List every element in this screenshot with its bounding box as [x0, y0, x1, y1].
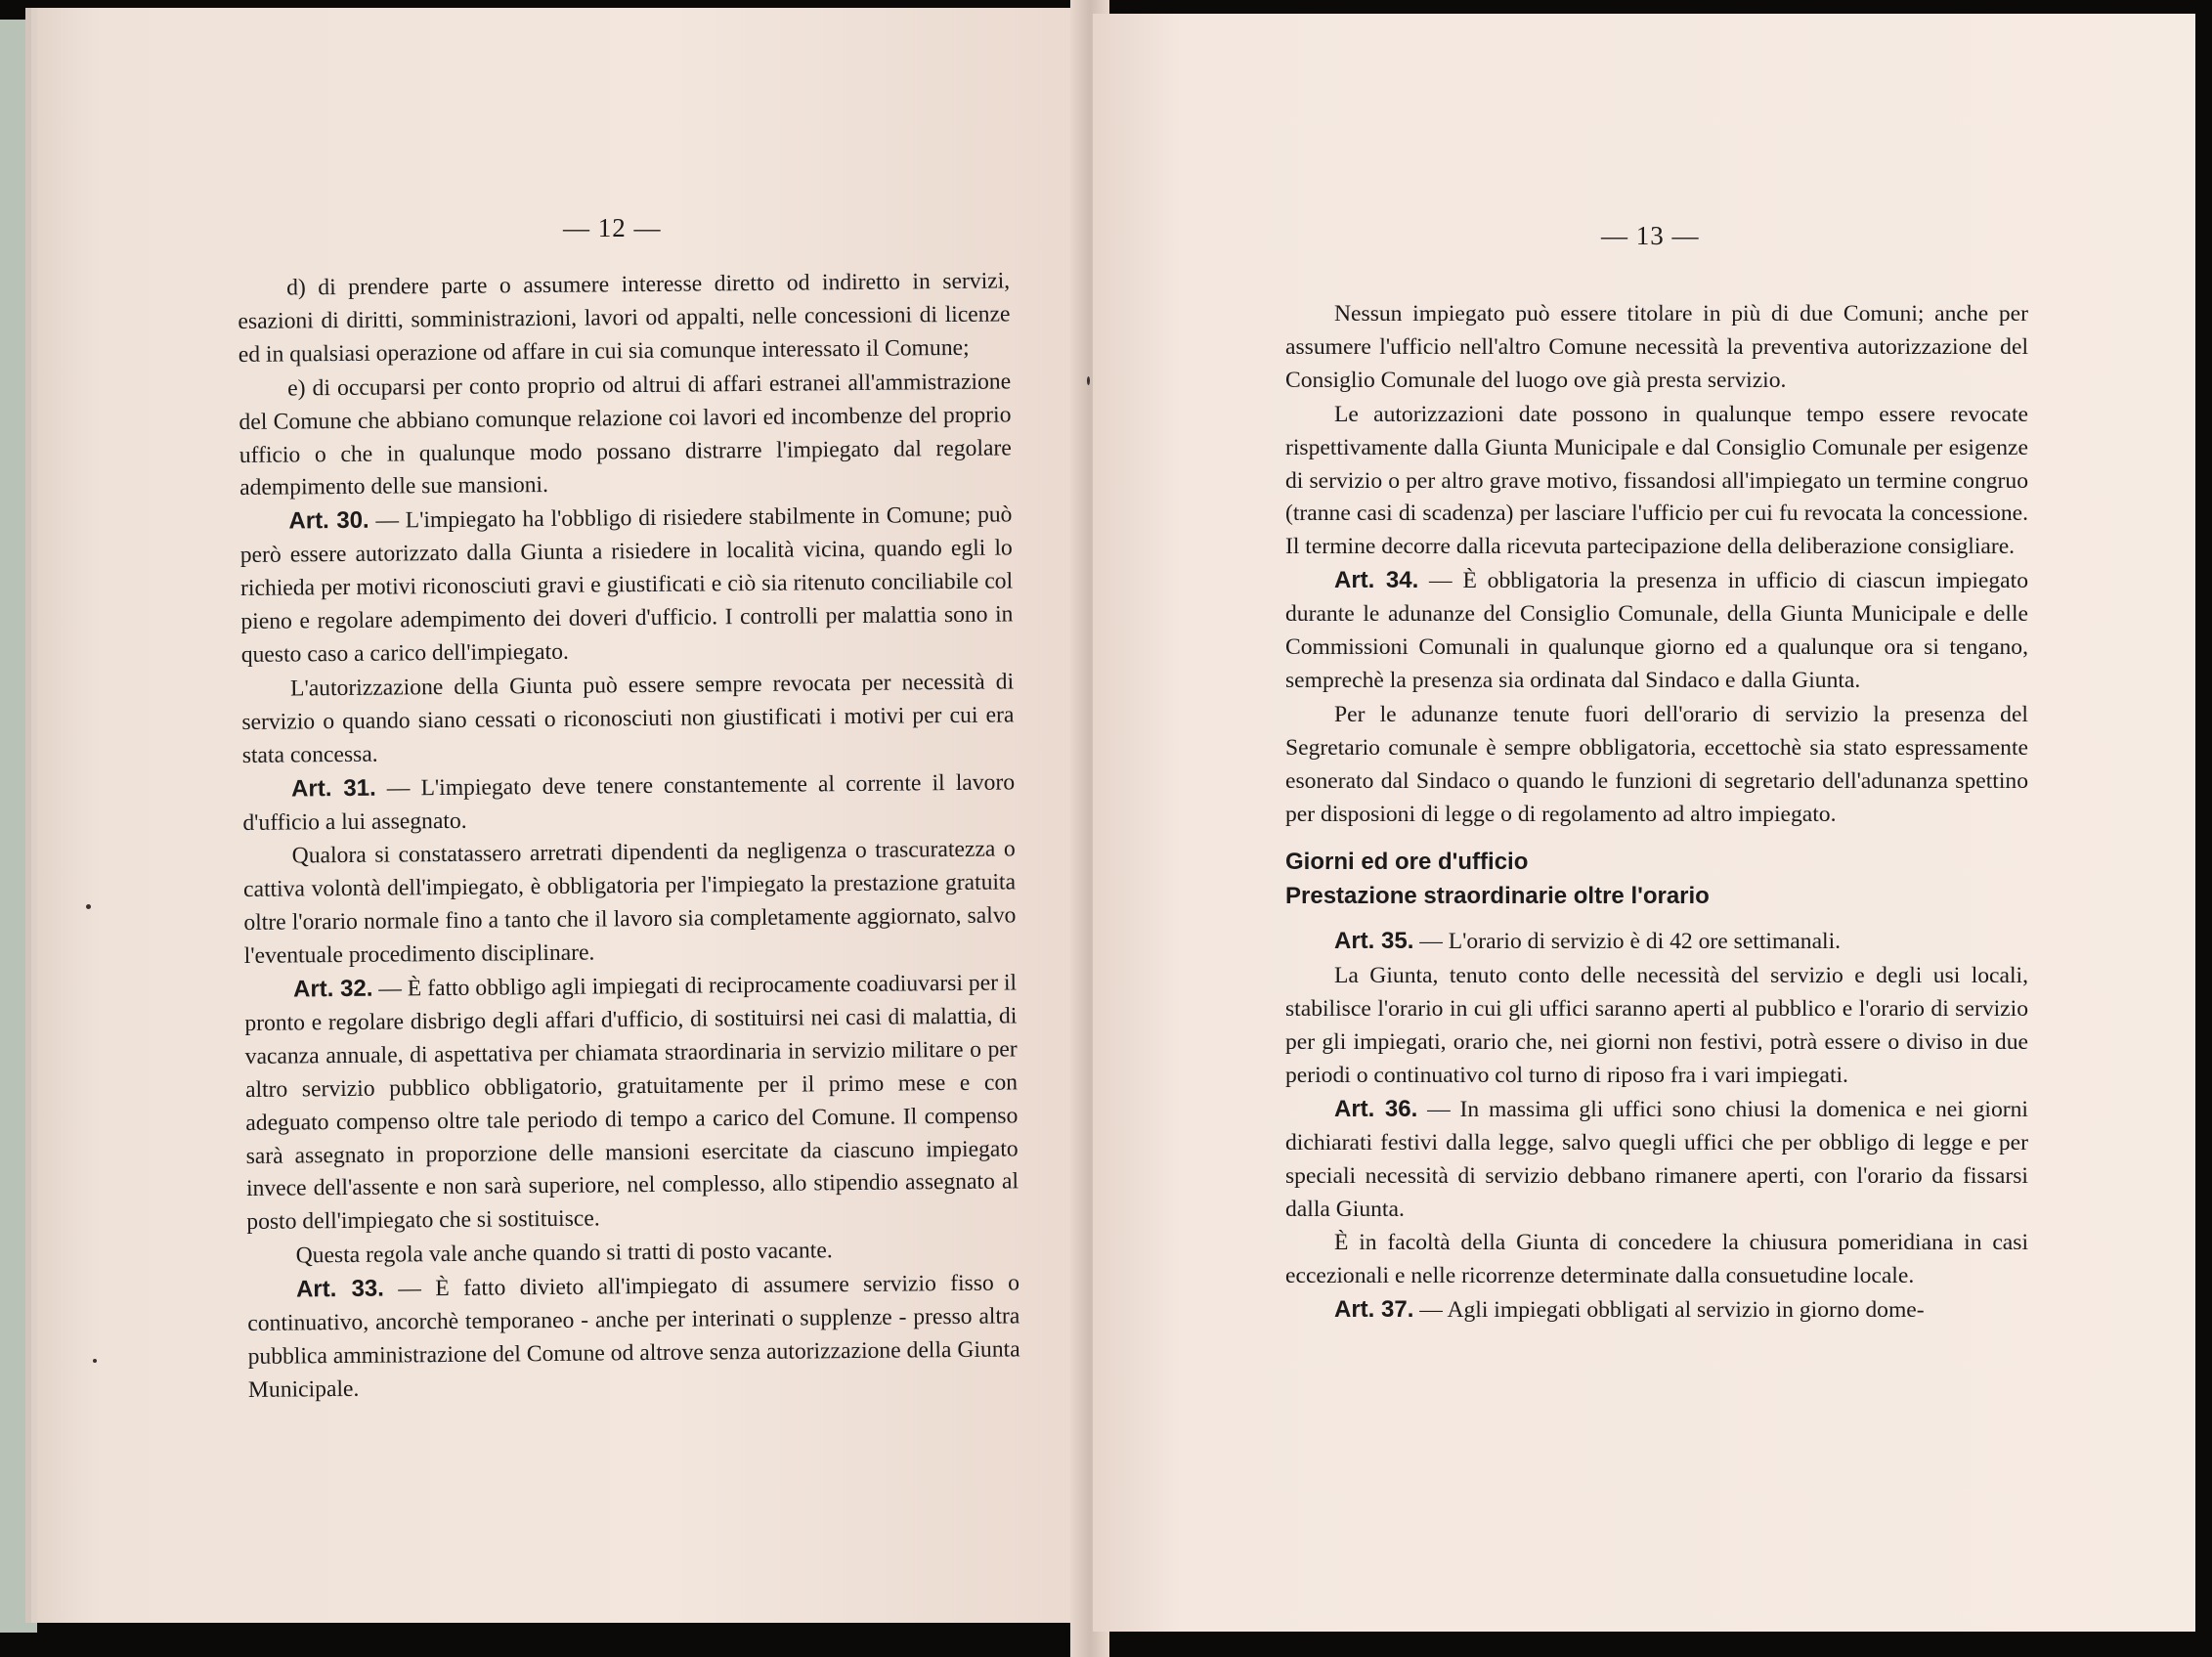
page-number: — 13 — [1601, 221, 1700, 250]
paragraph: Le autorizzazioni date possono in qualunque tempo essere revocate rispettivamente dalla Giunta Municipale e dal Consiglio Comunale per esigenze di servizio o per altro grave motivo, fissandosi all'impiegato un termine congruo (tranne casi di scadenza) per lasciare l'ufficio per cui fu revocata la concessione. Il termine decorre dalla ricevuta partecipazione della deliberazione consigliare. [1285, 401, 2028, 560]
paper-speck [1087, 376, 1090, 385]
right-text-column [1285, 297, 2028, 1328]
article-37: Art. 37. — Agli impiegati obbligati al servizio in giorno dome- [1334, 1296, 1925, 1324]
article-32: Art. 32. — È fatto obbligo agli impiegati di reciprocamente coadiuvarsi per il pronto e regolare disbrigo degli affari d'ufficio, di sostituirsi nei casi di malattia, di vacanza annuale, di aspettativa per chiamata straordinaria in servizio militare o per altro servizio pubblico obbligatorio, gratuitamente per il primo mese e con adeguato compenso oltre tale periodo di tempo a carico del Comune. Il compenso sarà assegnato in proporzione delle mansioni esercitate da ciascuno impiegato invece dell'assente e non sarà superiore, nel complesso, allo stipendio assegnato al posto dell'impiegato che si sostituisce. [244, 970, 1019, 1236]
right-page [1093, 14, 2195, 1632]
paragraph: La Giunta, tenuto conto delle necessità del servizio e degli usi locali, stabilisce l'orario in cui gli uffici saranno aperti al pubblico e l'orario di servizio per gli impiegati, orario che, nei giorni non festivi, potrà essere o diviso in due periodi o continuativo col turno di riposo fra i vari impiegati. [1285, 963, 2028, 1088]
paragraph: Qualora si constatassero arretrati dipendenti da negligenza o trascuratezza o cattiva volontà dell'impiegato, è obbligatoria per l'impiegato la prestazione gratuita oltre l'orario normale fino a tanto che il lavoro sia completamente aggiornato, salvo l'eventuale procedimento disciplinare. [242, 836, 1017, 970]
article-label: Art. 35. [1334, 928, 1414, 955]
article-36: Art. 36. — In massima gli uffici sono chiusi la domenica e nei giorni dichiarati festivi dalla legge, salvo quegli uffici che per obbligo di legge e per speciali necessità di servizio debbano rimanere aperti, con l'orario da fissarsi dalla Giunta. [1285, 1095, 2028, 1222]
left-page [37, 8, 1093, 1623]
article-label: Art. 32. [292, 975, 373, 1003]
article-35: Art. 35. — L'orario di servizio è di 42 ore settimanali. [1334, 928, 1842, 955]
paragraph: L'autorizzazione della Giunta può essere sempre revocata per necessità di servizio o quando siano cessati o riconosciuti non giustificati i motivi per cui era stata concessa. [241, 669, 1015, 768]
paragraph: Per le adunanze tenute fuori dell'orario di servizio la presenza del Segretario comunale è sempre obbligatoria, eccettochè sia stato espressamente esonerato dal Sindaco o quando le funzioni di segretario dell'adunanza spettino per disposioni di legge o di regolamento ad altro impiegato. [1285, 701, 2028, 827]
article-label: Art. 31. [290, 774, 376, 803]
paper-speck [86, 904, 91, 909]
article-label: Art. 34. [1334, 567, 1419, 594]
article-34: Art. 34. — È obbligatoria la presenza in ufficio di ciascun impiegato durante le adunanze del Consiglio Comunale, della Giunta Municipale e delle Commissioni Comunali in qualunque giorno ed a qualunque ora si tengano, semprechè la presenza sia ordinata dal Sindaco e dalla Giunta. [1285, 567, 2028, 693]
section-subheading: Prestazione straordinarie oltre l'orario [1285, 883, 1710, 910]
book-edge [0, 20, 37, 1633]
section-heading: Giorni ed ore d'ufficio [1285, 848, 1529, 875]
article-label: Art. 37. [1334, 1296, 1414, 1324]
article-30: Art. 30. — L'impiegato ha l'obbligo di risiedere stabilmente in Comune; può però essere autorizzato dalla Giunta a risiedere in località vicina, quando egli lo richieda per motivi riconosciuti gravi e giustificati e ciò sia ritenuto conciliabile col pieno e regolare adempimento dei doveri d'ufficio. I controlli per malattia sono in questo caso a carico dell'impiegato. [239, 501, 1014, 668]
article-33: Art. 33. — È fatto divieto all'impiegato di assumere servizio fisso o continuativo, ancorchè temporaneo - anche per interinati o supplenze - presso altra pubblica amministrazione del Comune od altrove senza autorizzazione della Giunta Municipale. [247, 1270, 1020, 1403]
left-text-column [238, 264, 1020, 1407]
article-label: Art. 30. [288, 507, 369, 535]
article-label: Art. 36. [1334, 1095, 1418, 1122]
paragraph: Nessun impiegato può essere titolare in più di due Comuni; anche per assumere l'ufficio nell'altro Comune necessità la preventiva autorizzazione del Consiglio Comunale del luogo ove già presta servizio. [1285, 301, 2028, 393]
page-number: — 12 — [563, 213, 662, 242]
article-31: Art. 31. — L'impiegato deve tenere constantemente al corrente il lavoro d'ufficio a lui assegnato. [242, 768, 1016, 836]
paragraph: È in facoltà della Giunta di concedere la chiusura pomeridiana in casi eccezionali e nelle ricorrenze determinate dalla consuetudine locale. [1285, 1230, 2028, 1289]
paragraph: Questa regola vale anche quando si tratti di posto vacante. [295, 1238, 833, 1269]
paragraph: d) di prendere parte o assumere interesse diretto od indiretto in servizi, esazioni di diritti, somministrazioni, lavori od appalti, nelle concessioni di licenze ed in qualsiasi operazione od affare in cui sia comunque interessato il Comune; [238, 268, 1011, 368]
paragraph: e) di occuparsi per conto proprio od altrui di affari estranei all'ammistrazione del Comune che abbiano comunque relazione coi lavori ed incombenze del proprio ufficio o che in qualunque modo possano distrarre l'impiegato dal regolare adempimento delle sue mansioni. [239, 369, 1012, 501]
paper-speck [93, 1359, 97, 1363]
article-label: Art. 33. [295, 1275, 384, 1303]
